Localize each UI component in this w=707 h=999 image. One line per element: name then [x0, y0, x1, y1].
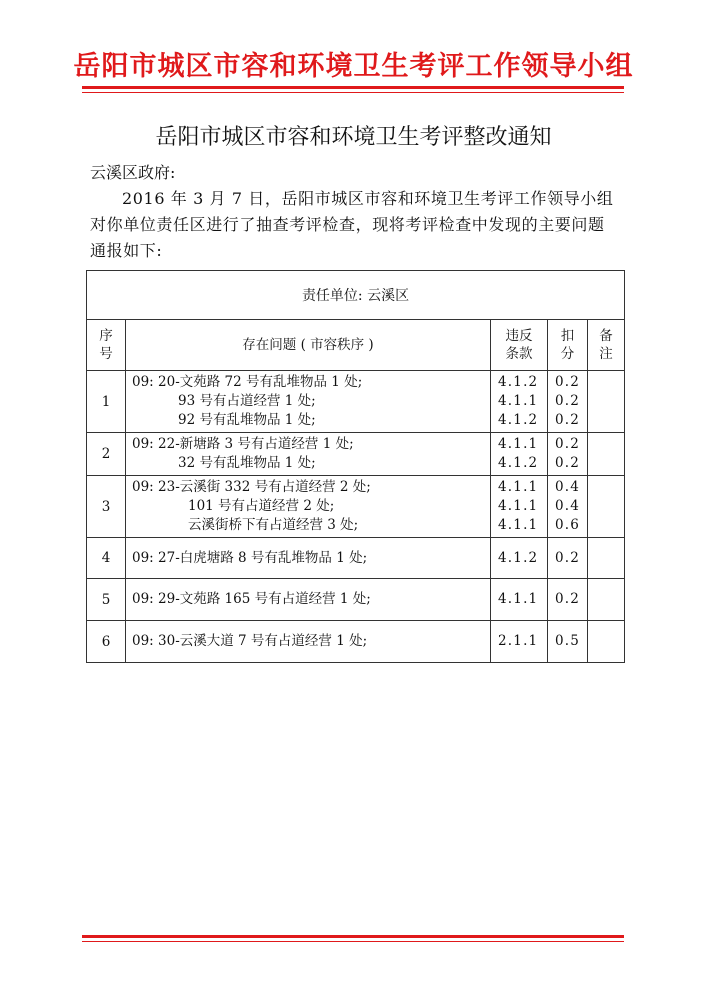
responsible-unit: 责任单位: 云溪区 — [87, 271, 625, 320]
deduction-points: 0.2 — [555, 374, 581, 390]
header-points — [548, 320, 588, 371]
issue-line: 09: 20-文苑路 72 号有乱堆物品 1 处; — [132, 374, 363, 390]
deduction-points: 0.2 — [555, 455, 581, 471]
header-code-line-1: 违反 — [505, 328, 533, 344]
remark-cell — [588, 433, 625, 476]
header-code-line-2: 条款 — [505, 346, 533, 362]
row-number: 2 — [87, 433, 126, 476]
clause-code: 4.1.1 — [498, 517, 539, 533]
remark-cell — [588, 538, 625, 579]
row-number: 4 — [87, 538, 126, 579]
clause-code: 4.1.1 — [498, 479, 539, 495]
code-cell — [491, 621, 548, 663]
clause-code: 2.1.1 — [498, 633, 539, 649]
header-remark-line-2: 注 — [599, 346, 613, 362]
issue-line: 93 号有占道经营 1 处; — [178, 393, 316, 409]
issue-line: 云溪街桥下有占道经营 3 处; — [188, 517, 359, 533]
issue-cell — [126, 579, 491, 621]
code-cell — [491, 433, 548, 476]
table-header-row — [87, 320, 625, 371]
points-cell — [548, 371, 588, 433]
points-cell — [548, 579, 588, 621]
row-number: 3 — [87, 476, 126, 538]
clause-code: 4.1.1 — [498, 591, 539, 607]
issue-cell — [126, 621, 491, 663]
issue-cell — [126, 371, 491, 433]
addressee: 云溪区政府: — [90, 163, 176, 182]
table-row — [87, 433, 625, 476]
deduction-points: 0.6 — [555, 517, 581, 533]
issue-line: 09: 27-白虎塘路 8 号有乱堆物品 1 处; — [132, 549, 368, 566]
table-row — [87, 538, 625, 579]
table-row — [87, 371, 625, 433]
header-rule-thick — [82, 86, 624, 89]
issue-line: 09: 22-新塘路 3 号有占道经营 1 处; — [132, 436, 354, 452]
header-code — [491, 320, 548, 371]
issue-line: 92 号有乱堆物品 1 处; — [178, 412, 316, 428]
header-points-line-2: 分 — [560, 346, 575, 362]
clause-code: 4.1.1 — [498, 436, 539, 452]
header-rule-thin — [82, 92, 624, 93]
row-number: 6 — [87, 621, 126, 663]
issue-cell — [126, 538, 491, 579]
code-cell — [491, 371, 548, 433]
row-number: 1 — [87, 371, 126, 433]
clause-code: 4.1.1 — [498, 393, 539, 409]
document-title: 岳阳市城区市容和环境卫生考评整改通知 — [155, 125, 552, 150]
table-row — [87, 621, 625, 663]
issue-line: 09: 30-云溪大道 7 号有占道经营 1 处; — [132, 633, 368, 649]
issue-line: 09: 23-云溪街 332 号有占道经营 2 处; — [132, 479, 371, 495]
remark-cell — [588, 621, 625, 663]
remark-cell — [588, 476, 625, 538]
clause-code: 4.1.2 — [498, 412, 539, 428]
issue-line: 101 号有占道经营 2 处; — [188, 498, 335, 514]
issue-line: 09: 29-文苑路 165 号有占道经营 1 处; — [132, 591, 371, 607]
clause-code: 4.1.2 — [498, 374, 539, 390]
code-cell — [491, 538, 548, 579]
table-row — [87, 476, 625, 538]
header-points-line-1: 扣 — [560, 328, 575, 344]
issue-line: 32 号有乱堆物品 1 处; — [178, 455, 316, 471]
clause-code: 4.1.2 — [498, 549, 539, 566]
code-cell — [491, 476, 548, 538]
deduction-points: 0.4 — [555, 498, 581, 514]
deduction-points: 0.4 — [555, 479, 581, 495]
deduction-points: 0.2 — [555, 393, 581, 409]
deduction-points: 0.2 — [555, 591, 581, 607]
points-cell — [548, 433, 588, 476]
inspection-table — [86, 270, 625, 663]
deduction-points: 0.5 — [555, 633, 581, 649]
points-cell — [548, 621, 588, 663]
footer-rule-thin — [82, 941, 624, 942]
footer-rule-thick — [82, 935, 624, 938]
issue-cell — [126, 476, 491, 538]
remark-cell — [588, 371, 625, 433]
header-no — [87, 320, 126, 371]
header-issue: 存在问题 ( 市容秩序 ) — [126, 320, 491, 371]
issue-cell — [126, 433, 491, 476]
remark-cell — [588, 579, 625, 621]
clause-code: 4.1.1 — [498, 498, 539, 514]
header-remark-line-1: 备 — [599, 328, 613, 344]
code-cell — [491, 579, 548, 621]
deduction-points: 0.2 — [555, 436, 581, 452]
header-no-line-1: 序 — [99, 328, 113, 344]
org-header-title: 岳阳市城区市容和环境卫生考评工作领导小组 — [73, 51, 634, 82]
points-cell — [548, 476, 588, 538]
intro-paragraph: 2016 年 3 月 7 日，岳阳市城区市容和环境卫生考评工作领导小组对你单位责任区进行了抽查考评检查，现将考评检查中发现的主要问题通报如下: — [90, 189, 614, 260]
header-no-line-2: 号 — [99, 346, 113, 362]
row-number: 5 — [87, 579, 126, 621]
deduction-points: 0.2 — [555, 549, 581, 566]
clause-code: 4.1.2 — [498, 455, 539, 471]
table-row — [87, 579, 625, 621]
header-remark — [588, 320, 625, 371]
points-cell — [548, 538, 588, 579]
deduction-points: 0.2 — [555, 412, 581, 428]
